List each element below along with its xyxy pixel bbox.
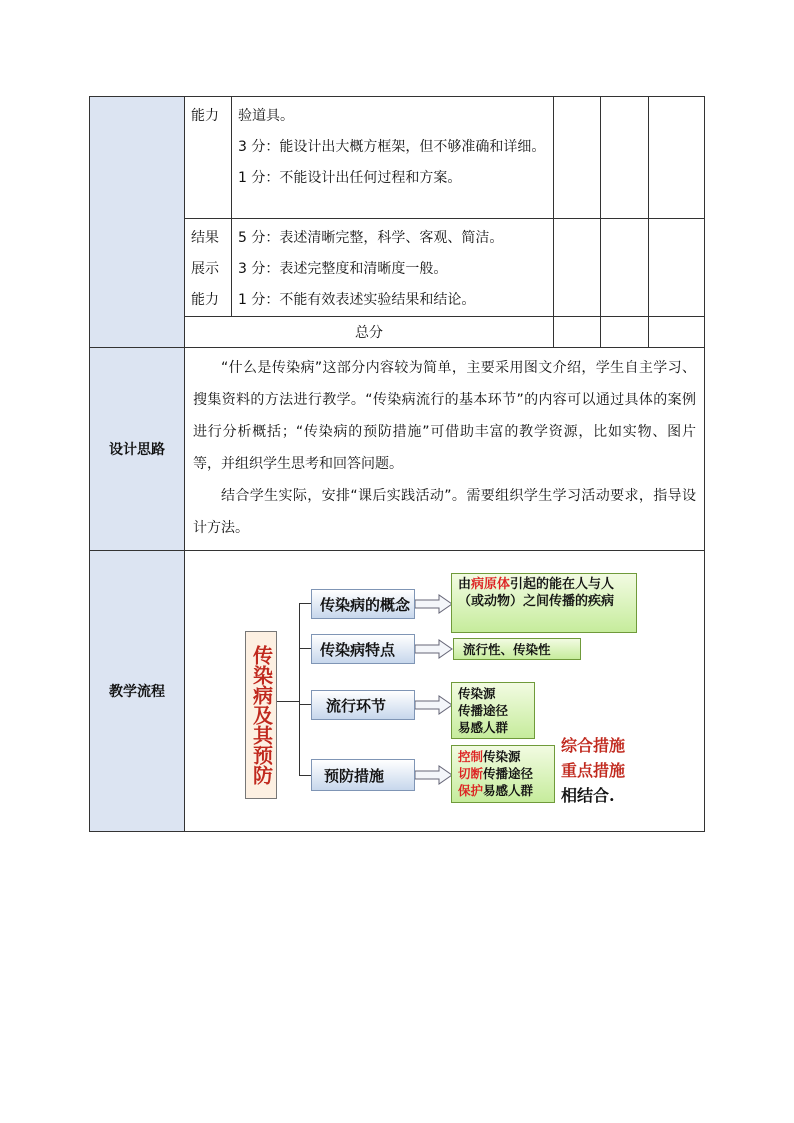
score-cell [554, 317, 601, 348]
link-item: 易感人群 [458, 720, 509, 735]
arrow-right-icon [415, 765, 453, 785]
features-box: 流行性、传染性 [453, 638, 581, 660]
score-cell [649, 219, 705, 317]
concept-definition-post: 引起的能在人与人（或动物）之间传播的疾病 [458, 577, 615, 609]
rubric-line: 3 分：能设计出大概方框架，但不够准确和详细。 [238, 139, 546, 155]
measure-object: 传播途径 [483, 766, 534, 781]
flow-diagram [185, 551, 704, 831]
connector-line [299, 775, 311, 776]
rubric-criterion-line: 能力 [191, 292, 219, 308]
design-label: 设计思路 [90, 348, 185, 551]
score-cell [649, 317, 705, 348]
concept-definition-highlight: 病原体 [471, 577, 511, 592]
rubric-criterion-line: 展示 [191, 261, 219, 277]
measure-item [458, 765, 548, 782]
score-cell [601, 97, 649, 219]
category-cell-empty [90, 97, 185, 348]
links-box [451, 682, 535, 739]
flow-diagram-cell [185, 551, 705, 832]
rubric-criterion-line: 结果 [191, 230, 219, 246]
arrow-right-icon [415, 594, 453, 614]
rubric-description [232, 97, 554, 219]
measure-verb: 控制 [458, 749, 484, 764]
rubric-description [232, 219, 554, 317]
measures-box [451, 745, 555, 803]
measure-item [458, 748, 548, 765]
category-box-concept: 传染病的概念 [311, 589, 415, 619]
summary-line: 综合措施 [561, 736, 626, 755]
rubric-criterion: 能力 [185, 97, 232, 219]
score-cell [554, 219, 601, 317]
rubric-line: 1 分：不能设计出任何过程和方案。 [238, 170, 462, 186]
measure-object: 易感人群 [483, 783, 534, 798]
connector-line [299, 648, 311, 649]
score-cell [554, 97, 601, 219]
score-cell [601, 219, 649, 317]
rubric-line: 5 分：表述清晰完整，科学、客观、简洁。 [238, 230, 504, 246]
measures-summary [561, 733, 625, 808]
score-cell [649, 97, 705, 219]
measure-object: 传染源 [483, 749, 521, 764]
rubric-line: 3 分：表述完整度和清晰度一般。 [238, 261, 448, 277]
flow-label: 教学流程 [90, 551, 185, 832]
rubric-line: 验道具。 [238, 108, 294, 124]
rubric-line: 1 分：不能有效表述实验结果和结论。 [238, 292, 476, 308]
summary-line: 相结合. [561, 786, 615, 805]
concept-definition [451, 573, 637, 633]
measure-verb: 切断 [458, 766, 484, 781]
design-paragraph: “什么是传染病”这部分内容较为简单，主要采用图文介绍，学生自主学习、搜集资料的方法进行教学。“传染病流行的基本环节”的内容可以通过具体的案例进行分析概括；“传染病的预防措施”可借助丰富的教学资源，比如实物、图片等，并组织学生思考和回答问题。 [193, 360, 696, 472]
rubric-criterion [185, 219, 232, 317]
lesson-plan-table [89, 96, 705, 832]
arrow-right-icon [415, 695, 453, 715]
score-cell [601, 317, 649, 348]
summary-line: 重点措施 [561, 761, 626, 780]
connector-line [299, 603, 311, 604]
design-content [185, 348, 705, 551]
arrow-right-icon [415, 639, 453, 659]
measure-verb: 保护 [458, 783, 484, 798]
total-label: 总分 [185, 317, 554, 348]
design-paragraph: 结合学生实际，安排“课后实践活动”。需要组织学生学习活动要求，指导设计方法。 [193, 488, 696, 536]
concept-definition-pre: 由 [458, 577, 472, 592]
measure-item [458, 782, 548, 799]
connector-line [299, 704, 311, 705]
category-box-measures: 预防措施 [311, 759, 415, 791]
category-box-features: 传染病特点 [311, 634, 415, 664]
connector-line [277, 701, 299, 702]
link-item: 传染源 [458, 686, 496, 701]
diagram-title: 传染病及其预防 [245, 631, 277, 799]
connector-line [299, 603, 300, 775]
link-item: 传播途径 [458, 703, 509, 718]
category-box-links: 流行环节 [311, 690, 415, 720]
